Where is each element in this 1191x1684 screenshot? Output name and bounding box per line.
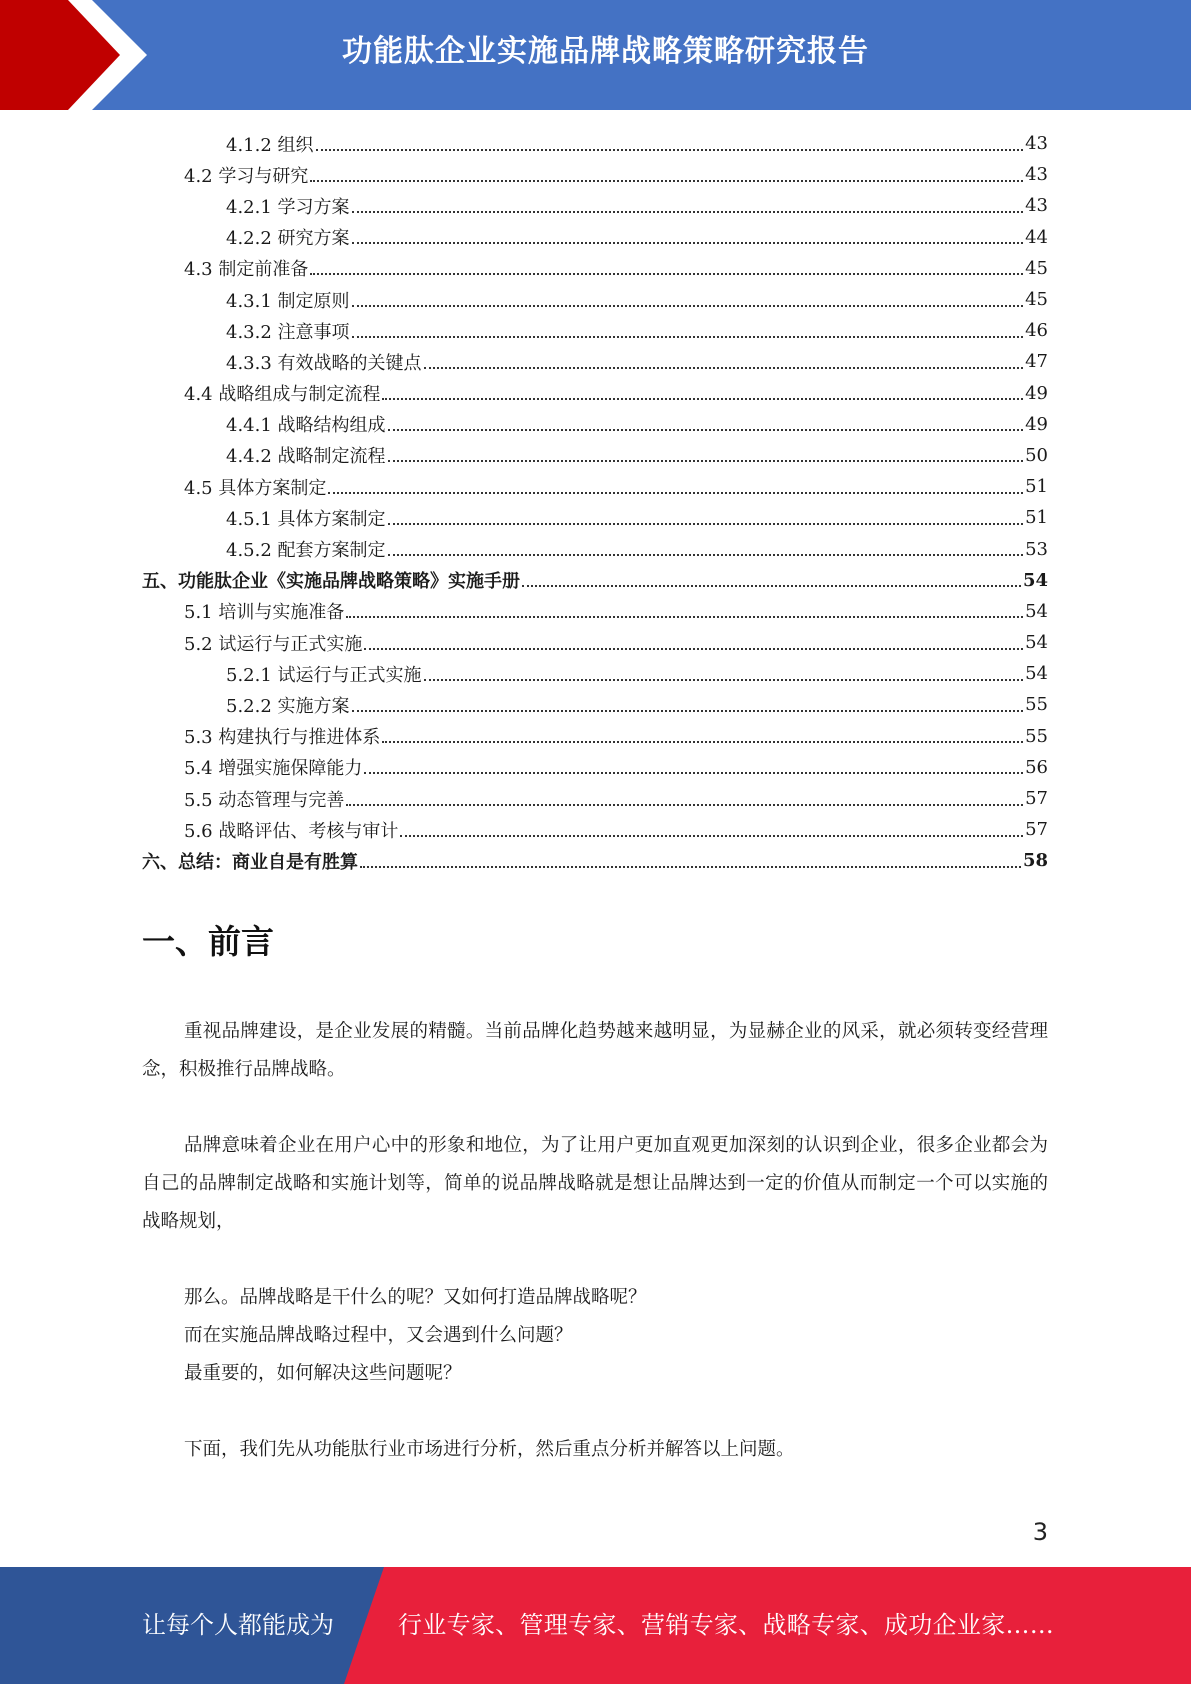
body-paragraph: 重视品牌建设，是企业发展的精髓。当前品牌化趋势越来越明显，为显赫企业的风采，就必须转变经营理念，积极推行品牌战略。 xyxy=(142,1021,1048,1080)
toc-leader-dots xyxy=(424,679,1024,681)
toc-entry-page: 43 xyxy=(1025,195,1048,217)
toc-entry-page: 51 xyxy=(1025,476,1048,498)
footer-banner xyxy=(0,1567,1191,1684)
toc-entry[interactable] xyxy=(142,845,1048,876)
body-paragraph: 品牌意味着企业在用户心中的形象和地位，为了让用户更加直观更加深刻的认识到企业，很多企业都会为自己的品牌制定战略和实施计划等，简单的说品牌战略就是想让品牌达到一定的价值从而制定一个可以实施的战略规划， xyxy=(142,1135,1048,1232)
toc-leader-dots xyxy=(400,835,1023,837)
toc-entry-page: 55 xyxy=(1025,694,1048,716)
report-title: 功能肽企业实施品牌战略策略研究报告 xyxy=(342,34,869,69)
question-line: 而在实施品牌战略过程中，又会遇到什么问题？ xyxy=(184,1325,573,1346)
toc-entry[interactable] xyxy=(142,752,1048,783)
toc-leader-dots xyxy=(388,554,1024,556)
toc-leader-dots xyxy=(382,741,1023,743)
question-list xyxy=(184,1279,647,1393)
toc-leader-dots xyxy=(310,180,1023,182)
toc-entry-label: 4.2.1 学习方案 xyxy=(226,196,350,218)
toc-entry-page: 51 xyxy=(1025,507,1048,529)
toc-entry[interactable] xyxy=(142,378,1048,409)
toc-entry-label: 5.2.1 试运行与正式实施 xyxy=(226,664,422,686)
toc-entry[interactable] xyxy=(142,222,1048,253)
toc-entry[interactable] xyxy=(142,284,1048,315)
toc-entry-page: 44 xyxy=(1025,226,1048,248)
toc-entry[interactable] xyxy=(142,502,1048,533)
toc-entry-page: 47 xyxy=(1025,351,1048,373)
toc-entry-page: 43 xyxy=(1025,133,1048,155)
toc-entry[interactable] xyxy=(142,533,1048,564)
toc-entry-label: 5.2 试运行与正式实施 xyxy=(184,633,363,655)
question-line: 最重要的，如何解决这些问题呢？ xyxy=(184,1363,462,1384)
toc-entry-label: 五、功能肽企业《实施品牌战略策略》实施手册 xyxy=(142,571,520,593)
toc-entry-label: 5.4 增强实施保障能力 xyxy=(184,758,363,780)
toc-entry-page: 49 xyxy=(1025,413,1048,435)
toc-entry-label: 4.1.2 组织 xyxy=(226,134,314,156)
toc-entry-label: 5.3 构建执行与推进体系 xyxy=(184,727,381,749)
toc-entry[interactable] xyxy=(142,596,1048,627)
footer-slogan-left: 让每个人都能成为 xyxy=(142,1611,334,1639)
toc-entry-page: 45 xyxy=(1025,289,1048,311)
toc-entry-label: 4.4.2 战略制定流程 xyxy=(226,446,386,468)
toc-entry[interactable] xyxy=(142,658,1048,689)
toc-entry[interactable] xyxy=(142,253,1048,284)
toc-entry-page: 56 xyxy=(1025,756,1048,778)
toc-entry[interactable] xyxy=(142,190,1048,221)
toc-leader-dots xyxy=(388,429,1024,431)
toc-leader-dots xyxy=(352,305,1024,307)
toc-leader-dots xyxy=(328,492,1023,494)
toc-leader-dots xyxy=(346,804,1023,806)
toc-entry-label: 5.2.2 实施方案 xyxy=(226,695,350,717)
toc-leader-dots xyxy=(424,367,1024,369)
closing-paragraph: 下面，我们先从功能肽行业市场进行分析，然后重点分析并解答以上问题。 xyxy=(184,1439,795,1460)
toc-leader-dots xyxy=(382,398,1023,400)
toc-entry-label: 4.5.1 具体方案制定 xyxy=(226,508,386,530)
toc-leader-dots xyxy=(360,866,1021,868)
toc-entry-page: 46 xyxy=(1025,320,1048,342)
toc-leader-dots xyxy=(522,585,1021,587)
toc-entry[interactable] xyxy=(142,565,1048,596)
toc-leader-dots xyxy=(388,460,1024,462)
toc-entry-page: 49 xyxy=(1025,382,1048,404)
toc-leader-dots xyxy=(352,710,1024,712)
toc-entry-label: 4.4 战略组成与制定流程 xyxy=(184,384,381,406)
toc-entry-label: 4.4.1 战略结构组成 xyxy=(226,415,386,437)
toc-entry[interactable] xyxy=(142,471,1048,502)
toc-entry-label: 六、总结：商业自是有胜算 xyxy=(142,851,358,873)
toc-entry-page: 54 xyxy=(1025,632,1048,654)
toc-leader-dots xyxy=(310,273,1023,275)
toc-entry-label: 4.3.1 制定原则 xyxy=(226,290,350,312)
toc-entry-page: 55 xyxy=(1025,725,1048,747)
toc-entry-page: 57 xyxy=(1025,819,1048,841)
toc-leader-dots xyxy=(364,648,1023,650)
toc-entry-label: 4.3.2 注意事项 xyxy=(226,321,350,343)
toc-entry[interactable] xyxy=(142,721,1048,752)
toc-entry-label: 5.6 战略评估、考核与审计 xyxy=(184,820,399,842)
toc-entry-page: 57 xyxy=(1025,788,1048,810)
toc-entry-page: 54 xyxy=(1022,569,1048,591)
toc-entry-page: 54 xyxy=(1025,663,1048,685)
toc-leader-dots xyxy=(346,616,1023,618)
toc-entry-label: 4.5.2 配套方案制定 xyxy=(226,540,386,562)
toc-entry-label: 4.5 具体方案制定 xyxy=(184,477,327,499)
toc-entry[interactable] xyxy=(142,627,1048,658)
toc-entry[interactable] xyxy=(142,440,1048,471)
toc-entry[interactable] xyxy=(142,783,1048,814)
toc-entry[interactable] xyxy=(142,814,1048,845)
toc-entry[interactable] xyxy=(142,689,1048,720)
toc-entry[interactable] xyxy=(142,315,1048,346)
toc-entry-label: 5.1 培训与实施准备 xyxy=(184,602,345,624)
toc-entry-page: 50 xyxy=(1025,444,1048,466)
question-line: 那么。品牌战略是干什么的呢？又如何打造品牌战略呢？ xyxy=(184,1287,647,1308)
table-of-contents xyxy=(142,128,1048,877)
toc-leader-dots xyxy=(352,211,1024,213)
toc-entry[interactable] xyxy=(142,128,1048,159)
section-heading: 一、前言 xyxy=(142,922,274,961)
toc-entry-page: 45 xyxy=(1025,257,1048,279)
toc-entry-label: 4.2 学习与研究 xyxy=(184,165,309,187)
toc-entry-page: 53 xyxy=(1025,538,1048,560)
toc-entry-page: 58 xyxy=(1022,850,1048,872)
footer-slogan-right: 行业专家、管理专家、营销专家、战略专家、成功企业家…… xyxy=(398,1611,1055,1639)
toc-entry[interactable] xyxy=(142,409,1048,440)
toc-entry-page: 43 xyxy=(1025,164,1048,186)
toc-entry-label: 4.3.3 有效战略的关键点 xyxy=(226,352,422,374)
toc-entry[interactable] xyxy=(142,159,1048,190)
toc-leader-dots xyxy=(316,149,1024,151)
toc-leader-dots xyxy=(352,336,1024,338)
toc-entry[interactable] xyxy=(142,346,1048,377)
header-banner xyxy=(0,0,1191,110)
toc-leader-dots xyxy=(388,523,1024,525)
toc-entry-label: 5.5 动态管理与完善 xyxy=(184,789,345,811)
toc-leader-dots xyxy=(364,772,1023,774)
page-number: 3 xyxy=(1032,1518,1048,1546)
toc-leader-dots xyxy=(352,242,1024,244)
toc-entry-label: 4.3 制定前准备 xyxy=(184,259,309,281)
toc-entry-label: 4.2.2 研究方案 xyxy=(226,228,350,250)
toc-entry-page: 54 xyxy=(1025,600,1048,622)
